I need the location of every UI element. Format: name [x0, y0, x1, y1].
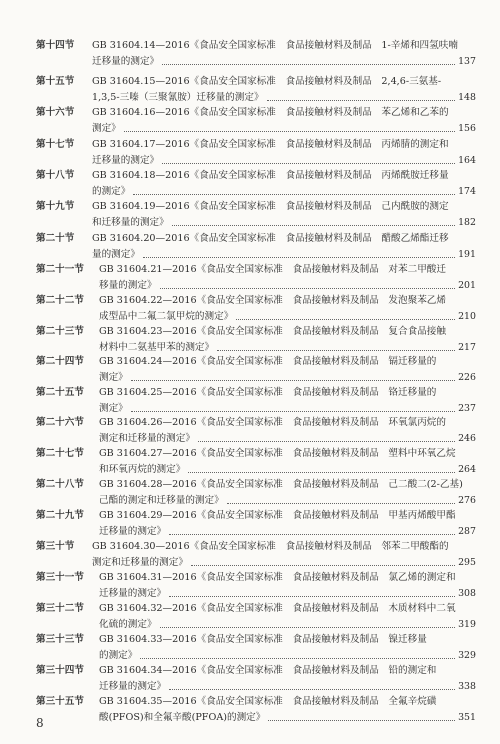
entry-body: [99, 632, 476, 663]
entry-title-line2-row: [92, 215, 476, 231]
entry-title-line2: 酸(PFOS)和全氟辛酸(PFOA)的测定》: [99, 711, 266, 723]
entry-title-line1: GB 31604.30—2016《食品安全国家标准 食品接触材料及制品 邻苯二甲酸酯的: [92, 541, 449, 552]
entry-page-number: 156: [458, 122, 476, 134]
entry-title-line2-row: [99, 401, 476, 417]
entry-title-line2-row: [99, 431, 476, 447]
section-number: 第二十八节: [36, 479, 84, 490]
entry-title-line1: GB 31604.32—2016《食品安全国家标准 食品接触材料及制品 木质材料中二氧: [99, 603, 456, 614]
entry-title-line2: 测定》: [99, 402, 128, 414]
entry-page-number: 338: [458, 680, 476, 692]
entry-title-line2-row: [92, 90, 476, 106]
dot-leader: [267, 100, 456, 101]
entry-title-line2: 迁移量的测定》: [99, 680, 167, 692]
section-number: 第二十九节: [36, 510, 84, 521]
entry-title-line2-row: [99, 524, 476, 540]
entry-page-number: 174: [458, 185, 476, 197]
entry-page-number: 191: [458, 248, 476, 260]
section-number: 第二十四节: [36, 356, 84, 367]
entry-title-line1: GB 31604.18—2016《食品安全国家标准 食品接触材料及制品 丙烯酰胺迁移量: [92, 170, 449, 181]
entry-title-line1: GB 31604.16—2016《食品安全国家标准 食品接触材料及制品 苯乙烯和乙苯的: [92, 107, 449, 118]
entry-title-line1: GB 31604.19—2016《食品安全国家标准 食品接触材料及制品 己内酰胺的测定: [92, 201, 449, 212]
entry-title-line2-row: [99, 309, 476, 325]
entry-title-line2-row: [92, 247, 476, 263]
entry-body: [99, 385, 476, 416]
entry-body: [92, 137, 476, 168]
entry-page-number: 351: [458, 711, 476, 723]
entry-title-line2-row: [99, 340, 476, 356]
dot-leader: [160, 288, 456, 289]
entry-title-line2-row: [99, 648, 476, 664]
entry-title-line2-row: [92, 153, 476, 169]
section-number: 第三十二节: [36, 603, 84, 614]
entry-body: [92, 199, 476, 230]
entry-title-line2-row: [99, 370, 476, 386]
entry-title-line1: GB 31604.20—2016《食品安全国家标准 食品接触材料及制品 醋酸乙烯酯迁移: [92, 233, 449, 244]
entry-title-line2-row: [99, 710, 476, 726]
entry-body: [99, 354, 476, 385]
entry-title-line2: 成型品中二氟二氯甲烷的测定》: [99, 310, 234, 322]
entry-title-line2: 迁移量的测定》: [92, 55, 160, 67]
entry-title-line2-row: [92, 184, 476, 200]
entry-body: [99, 477, 476, 508]
section-number: 第十七节: [36, 139, 75, 150]
entry-title-line2-row: [92, 121, 476, 137]
entry-page-number: 164: [458, 154, 476, 166]
dot-leader: [162, 163, 455, 164]
entry-title-line2: 测定和迁移量的测定》: [99, 432, 195, 444]
section-number: 第三十一节: [36, 572, 84, 583]
entry-title-line2: 量的测定》: [92, 248, 140, 260]
dot-leader: [188, 472, 455, 473]
entry-page-number: 276: [458, 494, 476, 506]
entry-title-line2: 己酯的测定和迁移量的测定》: [99, 494, 224, 506]
section-number: 第二十七节: [36, 448, 84, 459]
entry-title-line2: 测定》: [92, 122, 121, 134]
entry-page-number: 137: [458, 55, 476, 67]
dot-leader: [160, 627, 456, 628]
entry-page-number: 308: [458, 587, 476, 599]
entry-title-line2-row: [99, 617, 476, 633]
entry-title-line2: 迁移量的测定》: [99, 525, 167, 537]
entry-body: [92, 539, 476, 570]
section-number: 第三十四节: [36, 665, 84, 676]
entry-page-number: 329: [458, 649, 476, 661]
entry-body: [99, 446, 476, 477]
section-number: 第二十节: [36, 233, 75, 244]
entry-title-line2: 1,3,5-三嗪（三聚氰胺）迁移量的测定》: [92, 91, 264, 103]
entry-title-line2: 的测定》: [99, 649, 138, 661]
entry-body: [99, 601, 476, 632]
entry-page-number: 217: [458, 341, 476, 353]
entry-title-line1: GB 31604.35—2016《食品安全国家标准 食品接触材料及制品 全氟辛烷磺: [99, 696, 437, 707]
entry-title-line2-row: [92, 555, 476, 571]
dot-leader: [191, 565, 455, 566]
entry-body: [99, 694, 476, 725]
entry-title-line1: GB 31604.34—2016《食品安全国家标准 食品接触材料及制品 铅的测定和: [99, 665, 437, 676]
entry-page-number: 226: [458, 371, 476, 383]
dot-leader: [131, 380, 455, 381]
entry-page-number: 237: [458, 402, 476, 414]
entry-body: [99, 293, 476, 324]
dot-leader: [198, 441, 455, 442]
section-number: 第二十一节: [36, 264, 84, 275]
entry-body: [92, 105, 476, 136]
entry-body: [99, 262, 476, 293]
dot-leader: [268, 720, 455, 721]
entry-title-line1: GB 31604.33—2016《食品安全国家标准 食品接触材料及制品 镍迁移量: [99, 634, 427, 645]
entry-title-line2: 和迁移量的测定》: [92, 216, 169, 228]
entry-body: [99, 415, 476, 446]
page-number: 8: [36, 716, 44, 730]
entry-title-line2: 材料中二氨基甲苯的测定》: [99, 341, 215, 353]
section-number: 第二十三节: [36, 326, 84, 337]
dot-leader: [227, 503, 455, 504]
section-number: 第二十二节: [36, 295, 84, 306]
section-number: 第三十节: [36, 541, 75, 552]
section-number: 第二十五节: [36, 387, 84, 398]
dot-leader: [217, 350, 455, 351]
entry-title-line2-row: [99, 586, 476, 602]
entry-title-line2-row: [99, 493, 476, 509]
section-number: 第十九节: [36, 201, 75, 212]
entry-title-line2: 移量的测定》: [99, 279, 157, 291]
entry-title-line1: GB 31604.28—2016《食品安全国家标准 食品接触材料及制品 己二酸二(2-乙基): [99, 479, 463, 490]
section-number: 第三十三节: [36, 634, 84, 645]
entry-body: [99, 508, 476, 539]
entry-title-line1: GB 31604.14—2016《食品安全国家标准 食品接触材料及制品 1-辛烯和四氢呋喃: [92, 40, 458, 51]
entry-page-number: 319: [458, 618, 476, 630]
entry-body: [92, 38, 476, 69]
entry-title-line1: GB 31604.25—2016《食品安全国家标准 食品接触材料及制品 铬迁移量的: [99, 387, 437, 398]
entry-title-line1: GB 31604.26—2016《食品安全国家标准 食品接触材料及制品 环氧氯丙烷的: [99, 417, 446, 428]
entry-title-line1: GB 31604.15—2016《食品安全国家标准 食品接触材料及制品 2,4,6-三氨基-: [92, 76, 442, 87]
entry-page-number: 287: [458, 525, 476, 537]
entry-title-line1: GB 31604.29—2016《食品安全国家标准 食品接触材料及制品 甲基丙烯酸甲酯: [99, 510, 456, 521]
entry-title-line1: GB 31604.21—2016《食品安全国家标准 食品接触材料及制品 对苯二甲酸迁: [99, 264, 446, 275]
entry-title-line1: GB 31604.22—2016《食品安全国家标准 食品接触材料及制品 发泡聚苯乙烯: [99, 295, 446, 306]
entry-page-number: 148: [458, 91, 476, 103]
section-number: 第十八节: [36, 170, 75, 181]
entry-title-line2: 迁移量的测定》: [99, 587, 167, 599]
entry-title-line2: 测定和迁移量的测定》: [92, 556, 188, 568]
entry-page-number: 210: [458, 310, 476, 322]
entry-body: [92, 168, 476, 199]
entry-title-line2-row: [99, 679, 476, 695]
entry-body: [92, 74, 476, 105]
entry-body: [99, 324, 476, 355]
dot-leader: [169, 596, 455, 597]
entry-title-line1: GB 31604.31—2016《食品安全国家标准 食品接触材料及制品 氯乙烯的测定和: [99, 572, 456, 583]
dot-leader: [162, 64, 455, 65]
dot-leader: [143, 257, 455, 258]
dot-leader: [124, 131, 455, 132]
dot-leader: [172, 225, 455, 226]
entry-page-number: 264: [458, 463, 476, 475]
dot-leader: [236, 319, 455, 320]
entry-title-line1: GB 31604.23—2016《食品安全国家标准 食品接触材料及制品 复合食品接触: [99, 326, 446, 337]
entry-title-line1: GB 31604.24—2016《食品安全国家标准 食品接触材料及制品 镉迁移量的: [99, 356, 437, 367]
entry-title-line2: 的测定》: [92, 185, 131, 197]
entry-title-line2: 迁移量的测定》: [92, 154, 160, 166]
entry-title-line2-row: [99, 278, 476, 294]
entry-title-line2: 化硫的测定》: [99, 618, 157, 630]
section-number: 第十六节: [36, 107, 75, 118]
dot-leader: [140, 658, 455, 659]
entry-body: [99, 570, 476, 601]
section-number: 第十四节: [36, 40, 75, 51]
entry-title-line2-row: [99, 462, 476, 478]
entry-page-number: 295: [458, 556, 476, 568]
entry-page-number: 182: [458, 216, 476, 228]
entry-title-line1: GB 31604.27—2016《食品安全国家标准 食品接触材料及制品 塑料中环氧乙烷: [99, 448, 456, 459]
entry-title-line2-row: [92, 54, 476, 70]
entry-body: [92, 231, 476, 262]
dot-leader: [131, 411, 455, 412]
section-number: 第三十五节: [36, 696, 84, 707]
entry-body: [99, 663, 476, 694]
entry-page-number: 246: [458, 432, 476, 444]
entry-title-line2: 测定》: [99, 371, 128, 383]
dot-leader: [169, 534, 455, 535]
entry-page-number: 201: [458, 279, 476, 291]
section-number: 第十五节: [36, 76, 75, 87]
dot-leader: [133, 194, 455, 195]
dot-leader: [169, 689, 455, 690]
entry-title-line2: 和环氧丙烷的测定》: [99, 463, 186, 475]
section-number: 第二十六节: [36, 417, 84, 428]
entry-title-line1: GB 31604.17—2016《食品安全国家标准 食品接触材料及制品 丙烯腈的测定和: [92, 139, 449, 150]
